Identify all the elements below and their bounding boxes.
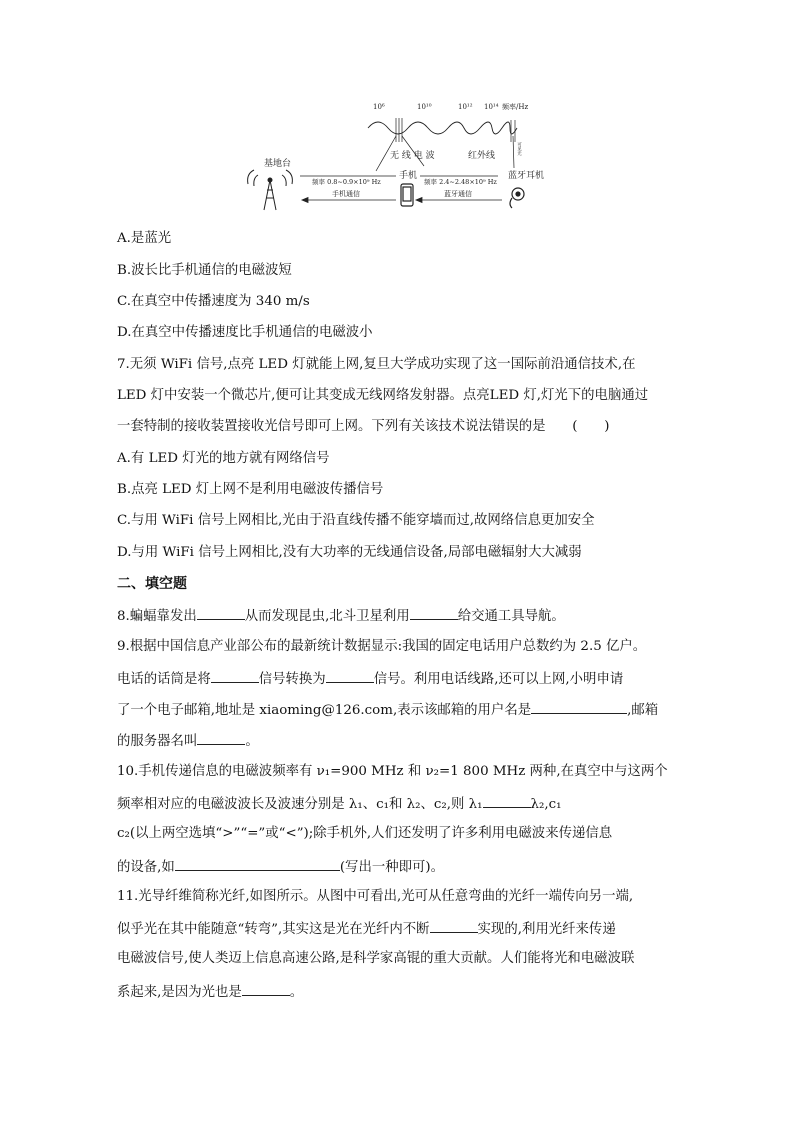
phone-frequency-label: 频率 0.8~0.9×10⁹ Hz [312, 178, 381, 186]
tick-1e6: 10⁶ [373, 103, 385, 111]
tick-1e14: 10¹⁴ [484, 103, 499, 111]
q9-blank-4[interactable] [197, 730, 245, 745]
q7-stem-line-1: 7.无须 WiFi 信号,点亮 LED 灯就能上网,复旦大学成功实现了这一国际前沿通信技术,在 [117, 357, 636, 372]
q10-blank-1[interactable] [483, 793, 531, 808]
q8-text-a: 8.蝙蝠靠发出 [117, 609, 197, 624]
station-label: 基地台 [264, 159, 292, 169]
q9-blank-3[interactable] [531, 699, 627, 714]
tick-1e12: 10¹² [458, 103, 473, 111]
phone-label: 手机 [399, 171, 418, 181]
q10-line-1: 10.手机传递信息的电磁波频率有 ν₁=900 MHz 和 ν₂=1 800 MHz 两种,在真空中与这两个 [117, 764, 668, 779]
q10-text-2b: λ₂,c₁ [530, 797, 562, 812]
band-radio-label: 无 线 电 波 [390, 151, 435, 161]
phone-icon [401, 184, 413, 206]
q11-blank-2[interactable] [242, 981, 290, 996]
q8-blank-2[interactable] [410, 605, 458, 620]
q11-line-1: 11.光导纤维简称光纤,如图所示。从图中可看出,光可从任意弯曲的光纤一端传向另一端, [117, 889, 634, 904]
q8-line [117, 605, 565, 627]
q7-option-d: D.与用 WiFi 信号上网相比,没有大功率的无线通信设备,局部电磁辐射大大减弱 [117, 545, 582, 560]
q9-text-4a: 的服务器名叫 [117, 734, 198, 749]
q9-blank-2[interactable] [326, 668, 374, 683]
q9-text-3a: 了一个电子邮箱,地址是 xiaoming@126.com,表示该邮箱的用户名是 [117, 703, 532, 718]
q9-line-4 [117, 730, 259, 752]
q9-line-3 [117, 699, 658, 721]
q10-text-2a: 频率相对应的电磁波波长及波速分别是 λ₁、c₁和 λ₂、c₂,则 λ₁ [117, 797, 483, 812]
q6-option-a: A.是蓝光 [117, 231, 172, 246]
q7-option-c: C.与用 WiFi 信号上网相比,光由于沿直线传播不能穿墙而过,故网络信息更加安全 [117, 513, 595, 528]
band-visible-label: 可见光 [516, 142, 522, 156]
band-infrared-label: 红外线 [468, 151, 496, 161]
bluetooth-frequency-label: 频率 2.4~2.48×10⁹ Hz [424, 178, 497, 186]
q8-text-b: 从而发现昆虫,北斗卫星利用 [244, 609, 410, 624]
q6-option-d: D.在真空中传播速度比手机通信的电磁波小 [117, 325, 373, 340]
q7-stem-line-3: 一套特制的接收装置接收光信号即可上网。下列有关该技术说法错误的是 ( ) [117, 419, 610, 434]
q11-line-2 [117, 918, 616, 940]
earbud-label: 蓝牙耳机 [508, 171, 545, 181]
q9-text-3b: ,邮箱 [627, 703, 659, 718]
q9-text-2c: 信号。利用电话线路,还可以上网,小明申请 [373, 672, 624, 687]
q6-option-b: B.波长比手机通信的电磁波短 [117, 263, 292, 278]
q10-text-4b: (写出一种即可)。 [339, 860, 445, 875]
wave-curve [368, 122, 517, 134]
q11-text-2a: 似乎光在其中能随意“转弯”,其实这是光在光纤内不断 [117, 922, 430, 937]
q10-line-3: c₂(以上两空选填“>”“=”或“<”);除手机外,人们还发明了许多利用电磁波来传递信息 [117, 826, 613, 841]
q10-line-2 [117, 793, 562, 815]
q11-line-3: 电磁波信号,使人类迈上信息高速公路,是科学家高锟的重大贡献。人们能将光和电磁波联 [117, 951, 635, 966]
q11-line-4 [117, 981, 303, 1003]
earbud-icon [510, 188, 524, 208]
spectrum-figure [236, 98, 556, 216]
q11-blank-1[interactable] [430, 918, 478, 933]
q10-line-4 [117, 856, 444, 878]
freq-axis-label: 频率/Hz [502, 103, 529, 111]
tower-icon [248, 170, 293, 210]
q11-text-2b: 实现的,利用光纤来传递 [477, 922, 616, 937]
q9-text-4b: 。 [245, 734, 259, 749]
section-title: 二、填空题 [117, 576, 187, 592]
phone-comm-arrow-label: 手机通信 [332, 190, 360, 198]
q11-text-4b: 。 [289, 985, 304, 1000]
q9-line-2 [117, 668, 623, 690]
q10-text-4a: 的设备,如 [117, 860, 175, 875]
q9-blank-1[interactable] [211, 668, 259, 683]
q9-line-1: 9.根据中国信息产业部公布的最新统计数据显示:我国的固定电话用户总数约为 2.5 亿户。 [117, 639, 647, 654]
q7-stem-line-2: LED 灯中安装一个微芯片,便可让其变成无线网络发射器。点亮LED 灯,灯光下的电脑通过 [117, 388, 649, 403]
q9-text-2a: 电话的话筒是将 [117, 672, 211, 687]
q7-option-b: B.点亮 LED 灯上网不是利用电磁波传播信号 [117, 482, 384, 497]
q6-option-c: C.在真空中传播速度为 340 m/s [117, 294, 310, 309]
q7-option-a: A.有 LED 灯光的地方就有网络信号 [117, 451, 330, 466]
tick-1e10: 10¹⁰ [417, 103, 432, 111]
q10-blank-2[interactable] [175, 856, 340, 871]
q9-text-2b: 信号转换为 [258, 672, 326, 687]
bluetooth-comm-arrow-label: 蓝牙通信 [444, 190, 472, 198]
q8-blank-1[interactable] [197, 605, 245, 620]
q8-text-c: 给交通工具导航。 [457, 609, 565, 624]
q11-text-4a: 系起来,是因为光也是 [117, 985, 242, 1000]
